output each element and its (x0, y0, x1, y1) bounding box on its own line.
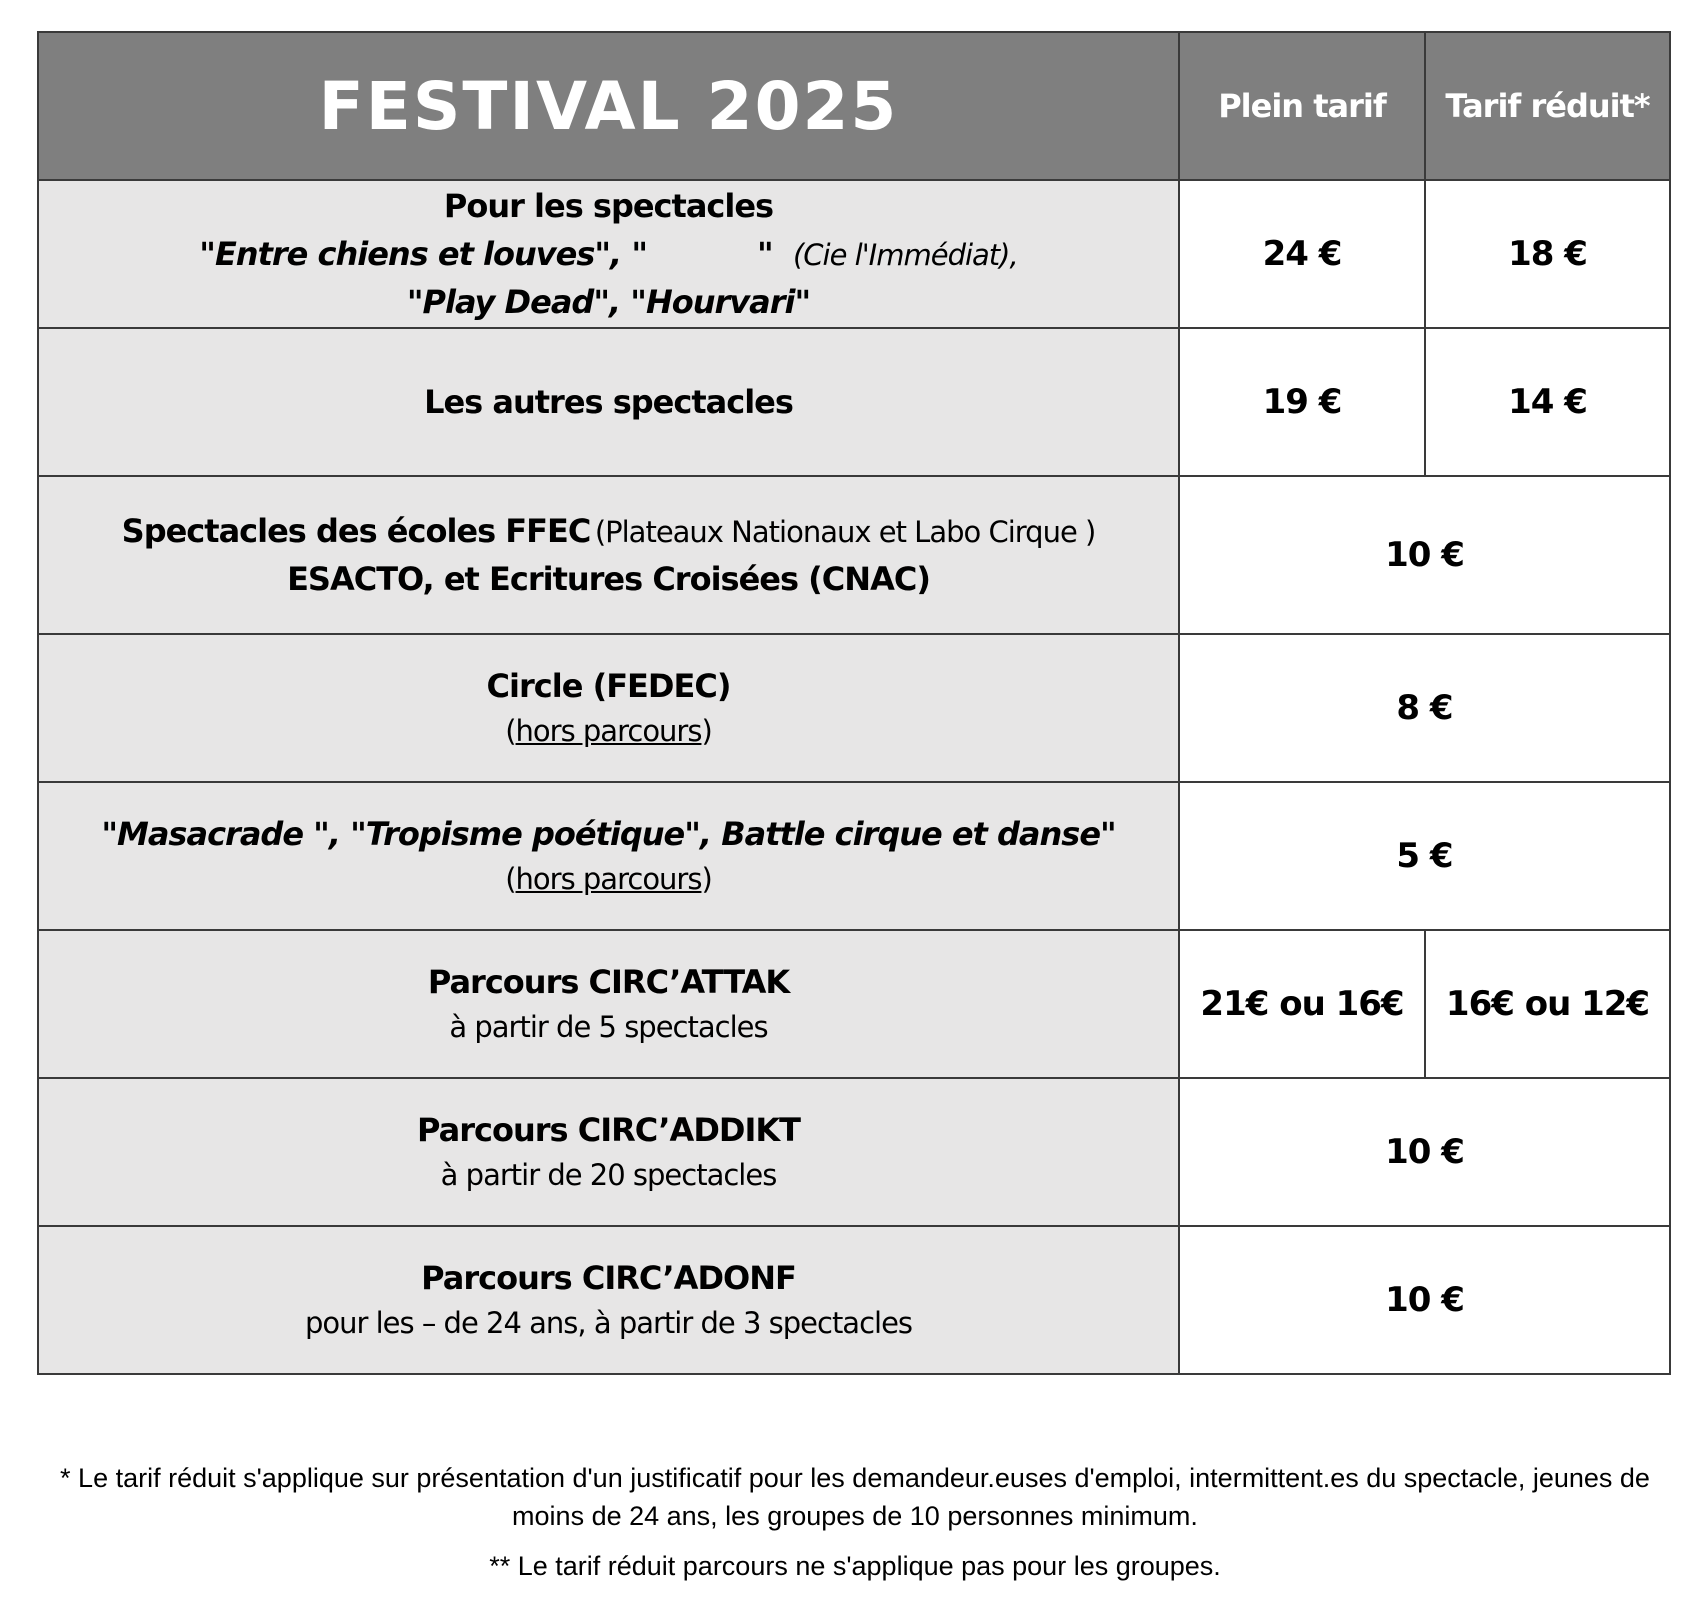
row-subtitle: pour les – de 24 ans, à partir de 3 spectacles (304, 1306, 913, 1341)
row-title: Spectacles des écoles FFEC (121, 512, 591, 550)
table-row (38, 1226, 1670, 1374)
full-price-cell: 21€ ou 16€ (1179, 930, 1425, 1078)
table-row (38, 476, 1670, 634)
festival-title-cell (38, 32, 1179, 180)
reduced-price-cell: 18 € (1425, 180, 1670, 328)
festival-title: FESTIVAL 2025 (318, 67, 899, 145)
full-price-header-label: Plein tarif (1218, 87, 1386, 125)
row-description (38, 1226, 1179, 1374)
row-description (38, 930, 1179, 1078)
footnotes (60, 1460, 1650, 1597)
row-subtitle: à partir de 5 spectacles (449, 1010, 768, 1045)
row-description (38, 782, 1179, 930)
single-price-cell: 10 € (1179, 476, 1670, 634)
row-title-line (49, 507, 1168, 555)
reduced-price-cell: 16€ ou 12€ (1425, 930, 1670, 1078)
row-description (38, 476, 1179, 634)
header-row (38, 32, 1670, 180)
single-price-cell: 8 € (1179, 634, 1670, 782)
company-note: (Cie l'Immédiat), (792, 238, 1018, 272)
row-title: Les autres spectacles (424, 383, 793, 421)
row-subtitle (49, 710, 1168, 754)
hors-parcours-label: hors parcours (515, 714, 702, 749)
price-table (37, 31, 1671, 1375)
table-row (38, 634, 1670, 782)
show-names-quote: " (757, 235, 773, 273)
row-title: "Masacrade ", "Tropisme poétique", Battle cirque et danse" (101, 815, 1116, 854)
row-subtitle: ESACTO, et Ecritures Croisées (CNAC) (287, 560, 930, 598)
table-row (38, 782, 1670, 930)
show-names: "Entre chiens et louves", " (199, 235, 648, 273)
row-title: Parcours CIRC’ADONF (421, 1259, 796, 1298)
row-show-list-2: "Play Dead", "Hourvari" (406, 283, 811, 321)
hors-parcours-label: hors parcours (515, 862, 702, 897)
row-title: Parcours CIRC’ATTAK (427, 963, 790, 1002)
single-price-cell: 5 € (1179, 782, 1670, 930)
footnote-parcours: ** Le tarif réduit parcours ne s'applique pas pour les groupes. (489, 1550, 1221, 1581)
row-subtitle: à partir de 20 spectacles (440, 1158, 777, 1193)
single-price-cell: 10 € (1179, 1078, 1670, 1226)
row-title: Circle (FEDEC) (486, 667, 731, 706)
row-description (38, 1078, 1179, 1226)
reduced-price-cell: 14 € (1425, 328, 1670, 476)
row-description (38, 328, 1179, 476)
reduced-price-header (1425, 32, 1670, 180)
paren-open: ( (505, 862, 516, 897)
row-subtitle (49, 858, 1168, 902)
row-description (38, 180, 1179, 328)
row-title-note: (Plateaux Nationaux et Labo Cirque ) (594, 515, 1096, 549)
paren-close: ) (701, 714, 712, 749)
row-title: Parcours CIRC’ADDIKT (417, 1111, 800, 1150)
row-title: Pour les spectacles (443, 187, 774, 225)
full-price-cell: 24 € (1179, 180, 1425, 328)
footnote-reduced-rate: * Le tarif réduit s'applique sur présentation d'un justificatif pour les demandeur.euses d'emploi, intermittent.es du spectacle, jeunes de moins de 24 ans, les groupes de 10 personnes minimum. (60, 1463, 1650, 1531)
row-show-list (49, 230, 1168, 278)
paren-open: ( (505, 714, 516, 749)
reduced-price-header-label: Tarif réduit* (1445, 87, 1650, 125)
full-price-cell: 19 € (1179, 328, 1425, 476)
single-price-cell: 10 € (1179, 1226, 1670, 1374)
table-row (38, 328, 1670, 476)
full-price-header (1179, 32, 1425, 180)
table-row (38, 180, 1670, 328)
row-description (38, 634, 1179, 782)
table-row (38, 930, 1670, 1078)
table-row (38, 1078, 1670, 1226)
paren-close: ) (701, 862, 712, 897)
